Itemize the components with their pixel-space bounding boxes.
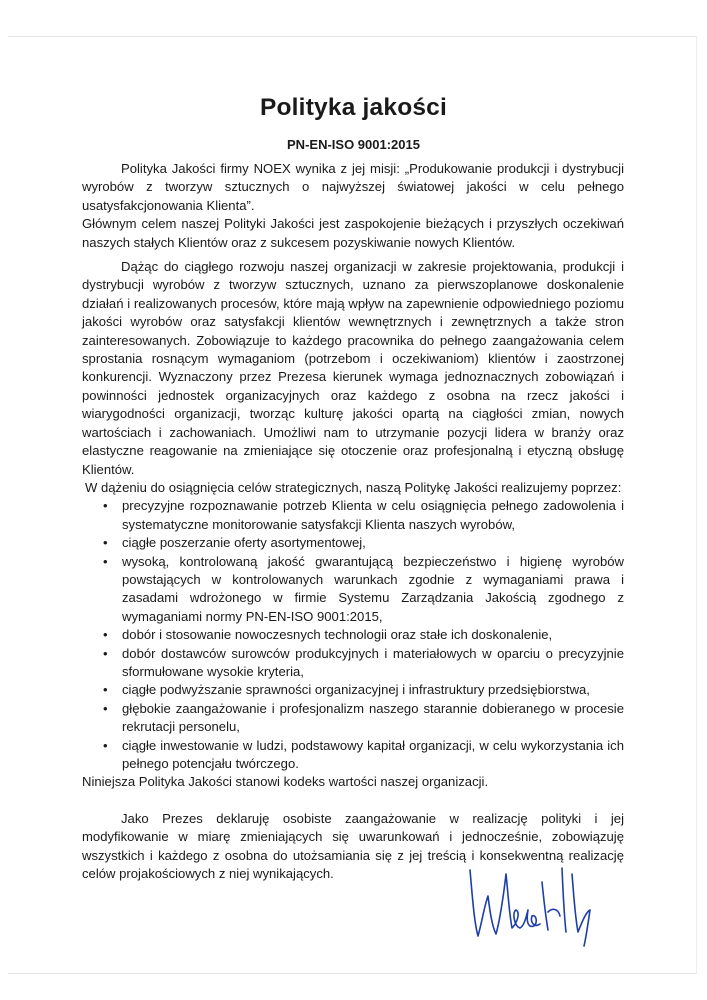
list-item: • dobór i stosowanie nowoczesnych technologii oraz stałe ich doskonalenie, bbox=[82, 626, 624, 644]
list-item: • dobór dostawców surowców produkcyjnych i materiałowych w oparciu o precyzyjnie sformułowane wysokie kryteria, bbox=[82, 645, 624, 682]
list-item: • wysoką, kontrolowaną jakość gwarantującą bezpieczeństwo i higienę wyrobów powstających w kontrolowanych warunkach zgodnie z wymaganiami prawa i zasadami wdrożonego w firmie Systemu Zarządzania Jakością zgodnego z wymaganiami normy PN-EN-ISO 9001:2015, bbox=[82, 553, 624, 627]
document-standard: PN-EN-ISO 9001:2015 bbox=[287, 137, 420, 152]
list-item: • ciągłe poszerzanie oferty asortymentowej, bbox=[82, 534, 624, 552]
intro-paragraph: Polityka Jakości firmy NOEX wynika z jej misji: „Produkowanie produkcji i dystrybucji wyrobów z tworzyw sztucznych o najwyższej światowej jakości w celu pełnego usatysfakcjonowania Klienta”. bbox=[82, 161, 624, 213]
document-body bbox=[82, 160, 624, 883]
signature-mark bbox=[462, 852, 602, 948]
strategic-lead-paragraph: W dążeniu do osiągnięcia celów strategicznych, naszą Politykę Jakości realizujemy poprzez: bbox=[85, 479, 622, 495]
list-item: • ciągłe podwyższanie sprawności organizacyjnej i infrastruktury przedsiębiorstwa, bbox=[82, 681, 624, 699]
list-item: • ciągłe inwestowanie w ludzi, podstawowy kapitał organizacji, w celu wykorzystania ich pełnego potencjału twórczego. bbox=[82, 737, 624, 774]
document-title: Polityka jakości bbox=[259, 94, 448, 121]
list-item: • głębokie zaangażowanie i profesjonalizm naszego starannie dobieranego w procesie rekrutacji personelu, bbox=[82, 700, 624, 737]
declaration-paragraph: Jako Prezes deklaruję osobiste zaangażowanie w realizację polityki i jej modyfikowanie w miarę zmieniających się uwarunkowań i jednocześnie, zobowiązuję wszystkich i każdego z osobna do utożsamiania się z jej treścią i konsekwentną realizację celów projakościowych z niej wynikających. bbox=[82, 810, 624, 882]
main-goal-paragraph: Głównym celem naszej Polityki Jakości jest zaspokojenie bieżących i przyszłych oczekiwań naszych stałych Klientów oraz z sukcesem pozyskiwanie nowych Klientów. bbox=[82, 216, 624, 250]
development-paragraph: Dążąc do ciągłego rozwoju naszej organizacji w zakresie projektowania, produkcji i dystrybucji wyrobów z tworzyw sztucznych, uznano za pierwszoplanowe doskonalenie działań i realizowanych procesów, które mają wpływ na zapewnienie odpowiedniego poziomu jakości wyrobów oraz satysfakcji klientów wewnętrznych i zewnętrznych a także stron zainteresowanych. Zobowiązuje to każdego pracownika do pełnego zaangażowania celem sprostania rosnącym wymaganiom (potrzebom i oczekiwaniom) klientów i zaostrzonej konkurencji. Wyznaczony przez Prezesa kierunek wymaga jednoznacznych zobowiązań i powinności jednostek organizacyjnych oraz każdego z osobna na rzecz jakości i wiarygodności organizacji, tworząc kulturę jakości opartą na ciągłości zmian, nowych wartościach i zachowaniach. Umożliwi nam to utrzymanie pozycji lidera w branży oraz elastyczne reagowanie na zmieniające się otoczenie oraz profesjonalną i etyczną obsługę Klientów. bbox=[82, 259, 624, 477]
list-item: • precyzyjne rozpoznawanie potrzeb Klienta w celu osiągnięcia pełnego zadowolenia i systematyczne monitorowanie satysfakcji Klienta naszych wyrobów, bbox=[82, 497, 624, 534]
strategy-list bbox=[82, 497, 624, 773]
spacer bbox=[82, 792, 624, 810]
closing-paragraph: Niniejsza Polityka Jakości stanowi kodeks wartości naszej organizacji. bbox=[82, 774, 489, 790]
